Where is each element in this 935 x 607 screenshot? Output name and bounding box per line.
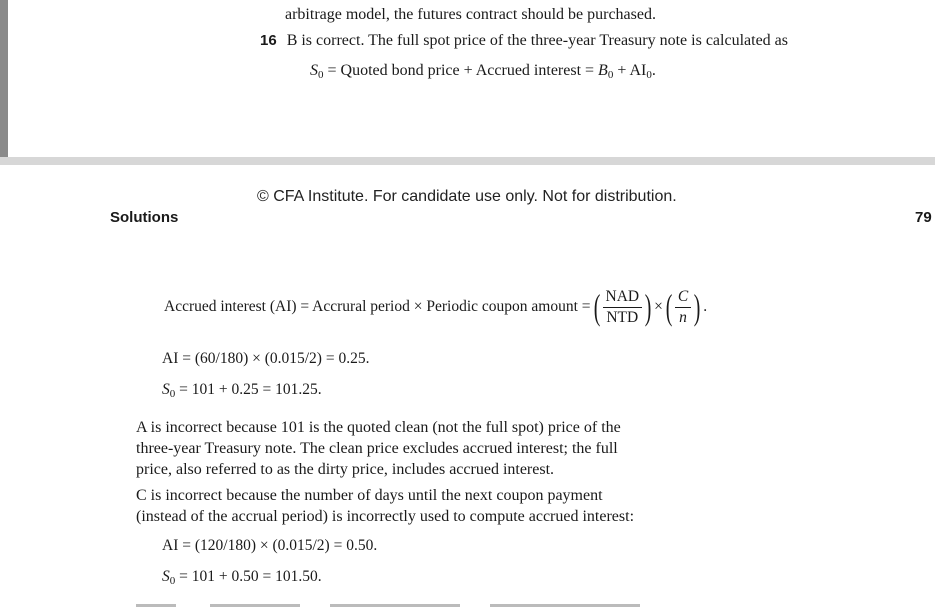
eq-end: . (651, 62, 656, 79)
nad-ntd-fraction (603, 289, 643, 325)
s0-calc-101-25 (162, 381, 322, 400)
fraction-numerator-c: C (675, 289, 691, 308)
copyright-notice: © CFA Institute. For candidate use only. Not for distribution. (257, 188, 677, 205)
full-spot-price-equation (310, 62, 656, 81)
s-symbol: S (310, 62, 318, 79)
plus-ai: + AI (613, 62, 647, 79)
s-symbol: S (162, 568, 170, 585)
right-paren: ) (644, 287, 652, 327)
cut-off-next-line (130, 600, 690, 607)
explanation-c-line: C is incorrect because the number of days until the next coupon payment (136, 487, 603, 504)
section-header: Solutions (110, 209, 179, 226)
b-symbol: B (598, 62, 608, 79)
s-subscript: 0 (169, 388, 176, 400)
s-subscript: 0 (318, 69, 324, 81)
left-paren: ( (593, 287, 600, 327)
page-number: 79 (915, 209, 932, 226)
arbitrage-line: arbitrage model, the futures contract should be purchased. (285, 6, 656, 23)
c-over-n-fraction (675, 289, 691, 325)
eq-rhs-text: = Quoted bond price + Accrued interest = (323, 62, 599, 79)
s0-rhs: = 101 + 0.25 = 101.25. (175, 381, 322, 398)
page-left-margin-bar (0, 0, 8, 157)
answer-number: 16 (260, 32, 277, 49)
right-paren-2: ) (693, 287, 701, 327)
s-subscript: 0 (169, 575, 176, 587)
ai-calc-60: AI = (60/180) × (0.015/2) = 0.25. (162, 350, 370, 367)
s0-rhs: = 101 + 0.50 = 101.50. (175, 568, 322, 585)
ai-subscript: 0 (646, 69, 652, 81)
answer-16-line (260, 32, 788, 50)
accrued-interest-formula (164, 285, 707, 329)
prev-page-last-line (285, 6, 656, 24)
b-subscript: 0 (607, 69, 614, 81)
fraction-numerator: NAD (603, 289, 643, 308)
formula-lhs: Accrued interest (AI) = Accrural period × Periodic coupon amount = (164, 298, 591, 315)
times-sign: × (654, 298, 663, 315)
explanation-a-line: A is incorrect because 101 is the quoted clean (not the full spot) price of the (136, 419, 621, 436)
explanation-c-line: (instead of the accrual period) is incorrectly used to compute accrued interest: (136, 508, 635, 525)
formula-end: . (703, 298, 708, 315)
s0-calc-101-50 (162, 568, 322, 587)
explanation-a-line: three-year Treasury note. The clean price excludes accrued interest; the full (136, 440, 618, 457)
explanation-c (136, 485, 634, 527)
left-paren-2: ( (665, 287, 673, 327)
explanation-a-line: price, also referred to as the dirty price, includes accrued interest. (136, 461, 555, 478)
page-break-separator (0, 157, 935, 165)
fraction-denominator-n: n (679, 308, 687, 326)
s-symbol: S (162, 381, 170, 398)
fraction-denominator: NTD (606, 308, 639, 326)
ai-calc-120: AI = (120/180) × (0.015/2) = 0.50. (162, 537, 378, 554)
answer-text: B is correct. The full spot price of the three-year Treasury note is calculated as (286, 32, 788, 49)
explanation-a (136, 417, 621, 480)
